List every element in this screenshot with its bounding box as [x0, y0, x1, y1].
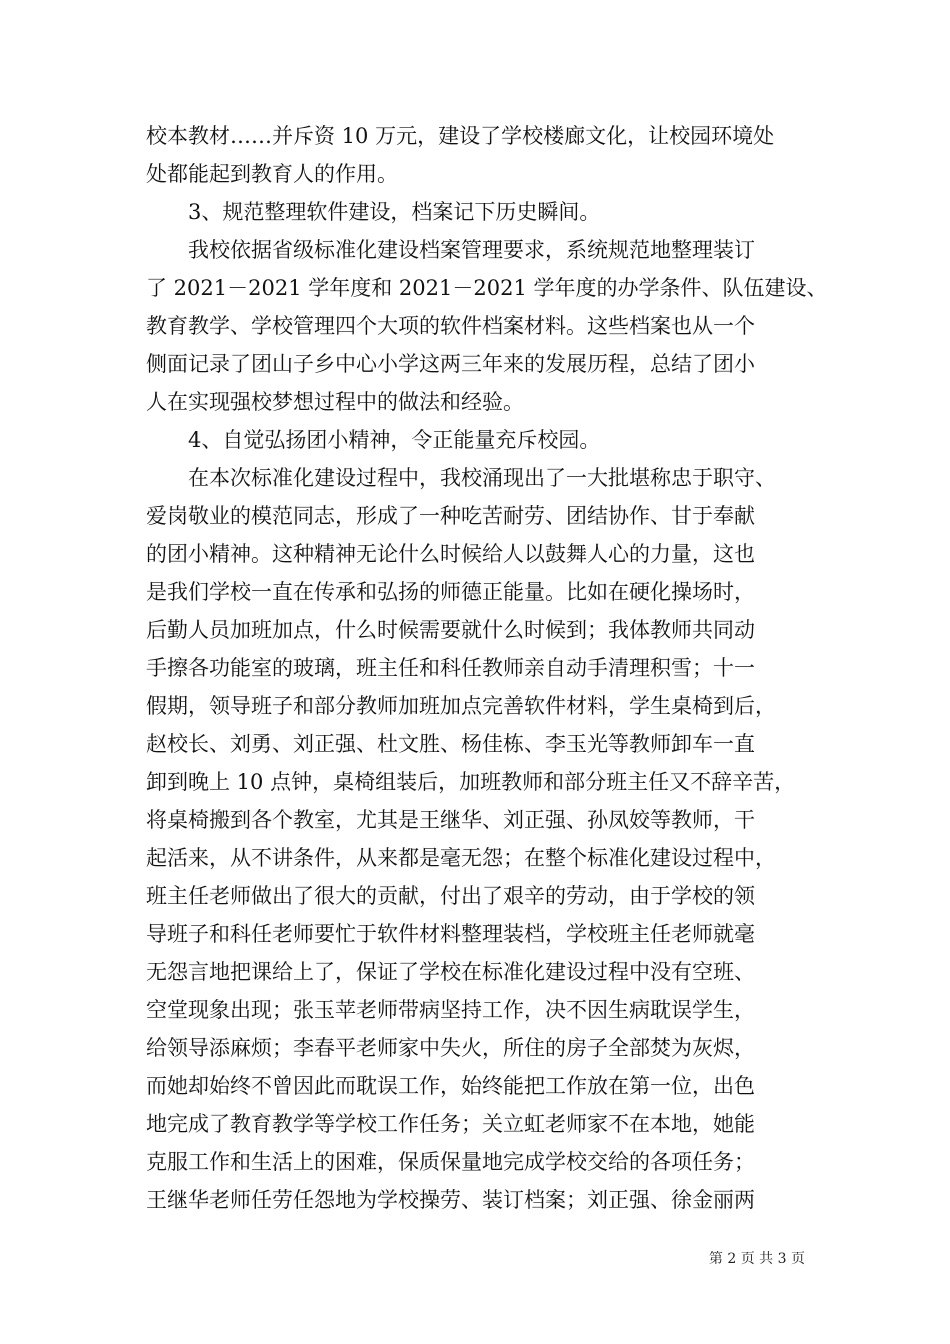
text-line: 了 2021－2021 学年度和 2021－2021 学年度的办学条件、队伍建设、	[146, 276, 828, 300]
section-heading: 3、规范整理软件建设，档案记下历史瞬间。	[188, 200, 601, 224]
text-line: 班主任老师做出了很大的贡献，付出了艰辛的劳动，由于学校的领	[146, 884, 755, 908]
text-line: 赵校长、刘勇、刘正强、杜文胜、杨佳栋、李玉光等教师卸车一直	[146, 732, 755, 756]
text-line: 后勤人员加班加点，什么时候需要就什么时候到；我体教师共同动	[146, 618, 755, 642]
text-line: 处都能起到教育人的作用。	[146, 162, 398, 186]
text-line: 导班子和科任老师要忙于软件材料整理装档，学校班主任老师就毫	[146, 922, 755, 946]
text-line: 在本次标准化建设过程中，我校涌现出了一大批堪称忠于职守、	[188, 466, 776, 490]
body-text	[146, 117, 826, 1219]
page-number: 第 2 页 共 3 页	[708, 1251, 805, 1267]
text-line: 手擦各功能室的玻璃，班主任和科任教师亲自动手清理积雪；十一	[146, 656, 755, 680]
text-line: 我校依据省级标准化建设档案管理要求，系统规范地整理装订	[188, 238, 755, 262]
text-line: 给领导添麻烦；李春平老师家中失火，所住的房子全部焚为灰烬，	[146, 1036, 755, 1060]
text-line: 校本教材……并斥资 10 万元，建设了学校楼廊文化，让校园环境处	[146, 124, 775, 148]
text-line: 而她却始终不曾因此而耽误工作，始终能把工作放在第一位，出色	[146, 1074, 755, 1098]
text-line: 将桌椅搬到各个教室，尤其是王继华、刘正强、孙凤姣等教师，干	[146, 808, 755, 832]
text-line: 卸到晚上 10 点钟，桌椅组装后，加班教师和部分班主任又不辞辛苦，	[146, 770, 796, 794]
text-line: 教育教学、学校管理四个大项的软件档案材料。这些档案也从一个	[146, 314, 755, 338]
text-line: 地完成了教育教学等学校工作任务；关立虹老师家不在本地，她能	[146, 1112, 755, 1136]
text-line: 起活来，从不讲条件，从来都是毫无怨；在整个标准化建设过程中，	[146, 846, 776, 870]
text-line: 王继华老师任劳任怨地为学校操劳、装订档案；刘正强、徐金丽两	[146, 1188, 755, 1212]
text-line: 无怨言地把课给上了，保证了学校在标准化建设过程中没有空班、	[146, 960, 755, 984]
text-line: 的团小精神。这种精神无论什么时候给人以鼓舞人心的力量，这也	[146, 542, 755, 566]
text-line: 假期，领导班子和部分教师加班加点完善软件材料，学生桌椅到后，	[146, 694, 776, 718]
text-line: 侧面记录了团山子乡中心小学这两三年来的发展历程，总结了团小	[146, 352, 755, 376]
text-line: 是我们学校一直在传承和弘扬的师德正能量。比如在硬化操场时，	[146, 580, 755, 604]
text-line: 克服工作和生活上的困难，保质保量地完成学校交给的各项任务；	[146, 1150, 755, 1174]
text-line: 爱岗敬业的模范同志，形成了一种吃苦耐劳、团结协作、甘于奉献	[146, 504, 755, 528]
section-heading: 4、自觉弘扬团小精神，令正能量充斥校园。	[188, 428, 601, 452]
text-line: 人在实现强校梦想过程中的做法和经验。	[146, 390, 524, 414]
text-line: 空堂现象出现；张玉苹老师带病坚持工作，决不因生病耽误学生，	[146, 998, 755, 1022]
